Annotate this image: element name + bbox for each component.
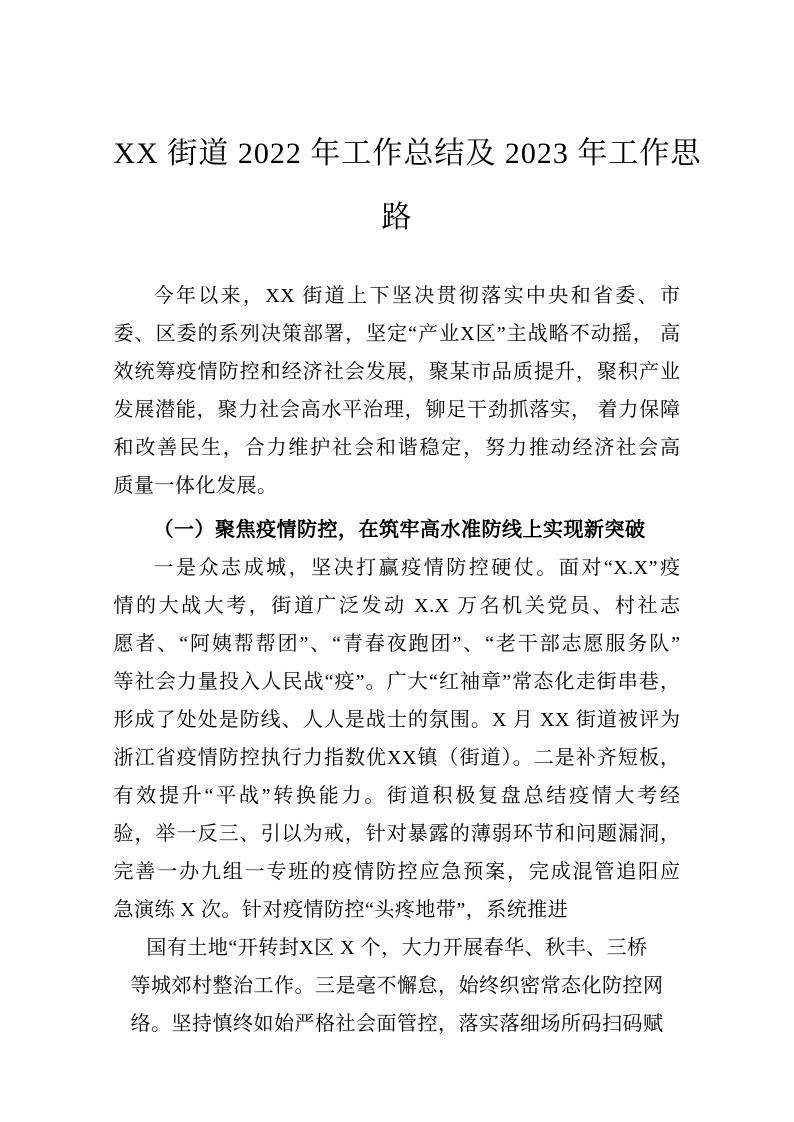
text-line: 发展潜能，聚力社会高水平治理，铆足干劲抓落实， 着力保障 [113,399,681,421]
text-line: 今年以来，XX 街道上下坚决贯彻落实中央和省委、市 [153,285,681,307]
section-heading: （一）聚焦疫情防控，在筑牢高水准防线上实现新突破 [153,519,646,541]
text-line: 等社会力量投入人民战“疫”。广大“红袖章”常态化走街串巷， [113,671,681,693]
text-line: 国有土地“开转封X区 X 个，大力开展春华、秋丰、三桥 [146,937,648,959]
text-line: 完善一办九组一专班的疫情防控应急预案，完成混管追阳应 [113,861,681,883]
document-body [114,277,681,1043]
text-line: 络。坚持慎终如始严格社会面管控，落实落细场所码扫码赋 [130,1013,664,1035]
text-line: 质量一体化发展。 [113,475,278,497]
text-line: 浙江省疫情防控执行力指数优XX镇（街道）。二是补齐短板， [113,747,681,769]
text-line: 情的大战大考，街道广泛发动 X.X 万名机关党员、村社志 [113,595,681,617]
text-line: 委、区委的系列决策部署，坚定“产业X区”主战略不动摇， 高 [113,323,681,345]
text-line: 有效提升“平战”转换能力。街道积极复盘总结疫情大考经 [113,785,681,807]
document-title [113,122,702,250]
text-line: 急演练 X 次。针对疫情防控“头疼地带”，系统推进 [113,899,569,921]
text-line: 验，举一反三、引以为戒，针对暴露的薄弱环节和问题漏洞， [113,823,681,845]
text-line: 效统筹疫情防控和经济社会发展，聚某市品质提升，聚积产业 [113,361,681,383]
document-title-line-2: 路 [381,201,413,234]
text-line: 愿者、“阿姨帮帮团”、“青春夜跑团”、“老干部志愿服务队” [113,633,681,655]
text-line: 等城郊村整治工作。三是毫不懈怠，始终织密常态化防控网 [130,975,664,997]
document-title-line-1: XX 街道 2022 年工作总结及 2023 年工作思 [113,137,702,170]
text-line: 形成了处处是防线、人人是战士的氛围。X 月 XX 街道被评为 [113,709,681,731]
text-line: 一是众志成城，坚决打赢疫情防控硬仗。面对“X.X”疫 [153,557,681,579]
text-line: 和改善民生，合力维护社会和谐稳定，努力推动经济社会高 [113,437,681,459]
document-content [113,0,702,1043]
